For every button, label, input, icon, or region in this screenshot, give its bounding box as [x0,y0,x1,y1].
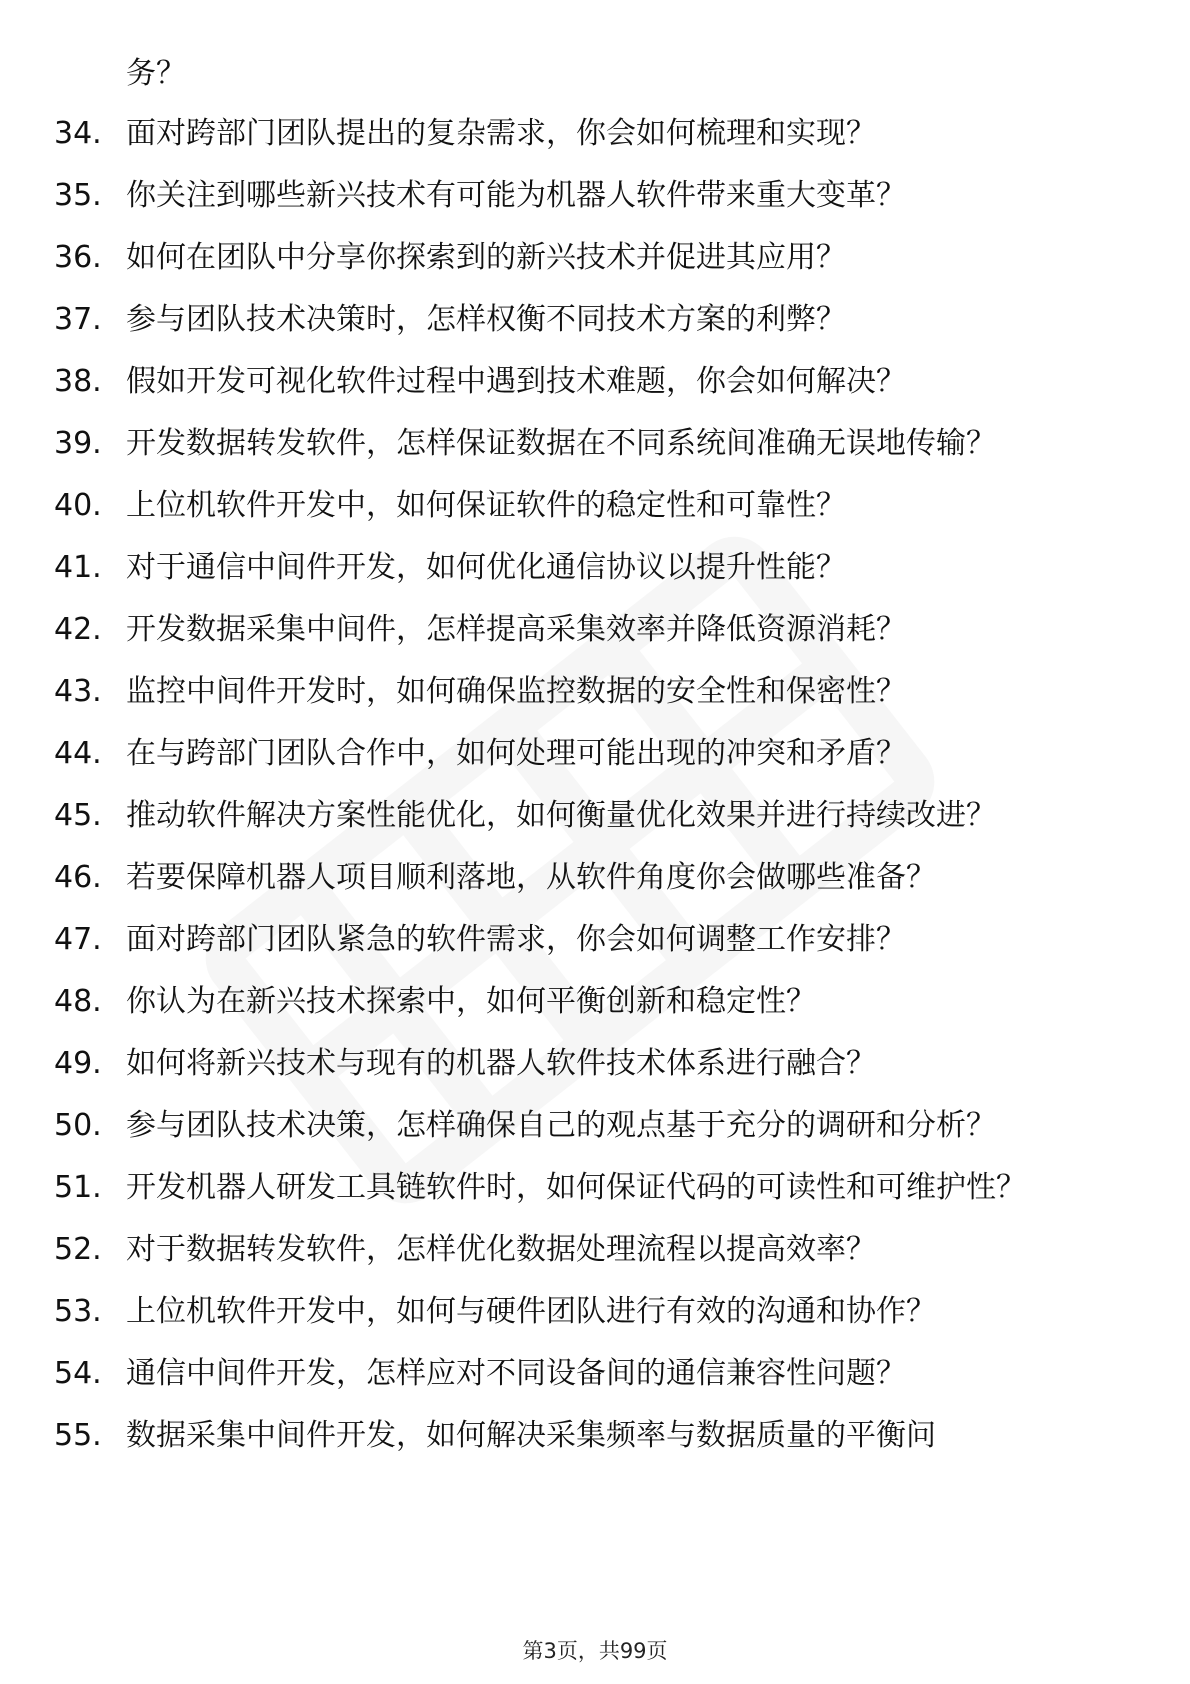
question-text: 数据采集中间件开发，如何解决采集频率与数据质量的平衡问 [126,1418,936,1453]
question-number: 34. [54,116,102,151]
question-item [54,422,1124,466]
page-footer: 第3页，共99页 [522,1639,668,1663]
question-text: 开发数据采集中间件，怎样提高采集效率并降低资源消耗？ [126,612,906,647]
question-item [54,298,1124,342]
question-text: 对于数据转发软件，怎样优化数据处理流程以提高效率？ [126,1232,876,1267]
question-item [54,794,1124,838]
question-text: 推动软件解决方案性能优化，如何衡量优化效果并进行持续改进？ [126,798,996,833]
question-number: 51. [54,1170,102,1205]
question-item [54,732,1124,776]
question-item [54,670,1124,714]
question-item [54,112,1124,156]
question-text: 通信中间件开发，怎样应对不同设备间的通信兼容性问题？ [126,1356,906,1391]
question-number: 38. [54,364,102,399]
question-number: 39. [54,426,102,461]
question-number: 53. [54,1294,102,1329]
question-number: 42. [54,612,102,647]
question-text: 面对跨部门团队提出的复杂需求，你会如何梳理和实现？ [126,116,876,151]
question-text: 开发数据转发软件，怎样保证数据在不同系统间准确无误地传输？ [126,426,996,461]
question-item [54,1414,1124,1458]
question-text: 参与团队技术决策，怎样确保自己的观点基于充分的调研和分析？ [126,1108,996,1143]
question-item [54,484,1124,528]
question-number: 36. [54,240,102,275]
question-text: 面对跨部门团队紧急的软件需求，你会如何调整工作安排？ [126,922,906,957]
question-item [54,918,1124,962]
question-item [54,1352,1124,1396]
question-number: 54. [54,1356,102,1391]
question-number: 49. [54,1046,102,1081]
question-text: 上位机软件开发中，如何与硬件团队进行有效的沟通和协作？ [126,1294,936,1329]
question-item [54,1166,1124,1210]
question-number: 41. [54,550,102,585]
question-number: 37. [54,302,102,337]
question-text: 你关注到哪些新兴技术有可能为机器人软件带来重大变革？ [126,178,906,213]
question-number: 43. [54,674,102,709]
question-item [54,980,1124,1024]
question-number: 46. [54,860,102,895]
question-item [54,236,1124,280]
question-list [54,112,1124,1476]
question-item [54,360,1124,404]
question-item [54,856,1124,900]
question-text: 假如开发可视化软件过程中遇到技术难题，你会如何解决？ [126,364,906,399]
question-text: 监控中间件开发时，如何确保监控数据的安全性和保密性？ [126,674,906,709]
question-item [54,1042,1124,1086]
question-number: 50. [54,1108,102,1143]
question-number: 52. [54,1232,102,1267]
question-item [54,174,1124,218]
question-number: 55. [54,1418,102,1453]
question-text: 对于通信中间件开发，如何优化通信协议以提升性能？ [126,550,846,585]
question-text: 上位机软件开发中，如何保证软件的稳定性和可靠性？ [126,488,846,523]
question-number: 35. [54,178,102,213]
question-item [54,546,1124,590]
question-text: 在与跨部门团队合作中，如何处理可能出现的冲突和矛盾？ [126,736,906,771]
question-item [54,608,1124,652]
question-text: 如何在团队中分享你探索到的新兴技术并促进其应用？ [126,240,846,275]
question-number: 48. [54,984,102,1019]
continued-question-tail: 务？ [126,56,186,91]
question-item [54,1228,1124,1272]
question-number: 47. [54,922,102,957]
question-text: 开发机器人研发工具链软件时，如何保证代码的可读性和可维护性？ [126,1170,1026,1205]
question-number: 44. [54,736,102,771]
question-text: 你认为在新兴技术探索中，如何平衡创新和稳定性？ [126,984,816,1019]
question-number: 45. [54,798,102,833]
question-text: 若要保障机器人项目顺利落地，从软件角度你会做哪些准备？ [126,860,936,895]
question-number: 40. [54,488,102,523]
question-text: 如何将新兴技术与现有的机器人软件技术体系进行融合？ [126,1046,876,1081]
question-item [54,1104,1124,1148]
question-item [54,1290,1124,1334]
question-text: 参与团队技术决策时，怎样权衡不同技术方案的利弊？ [126,302,846,337]
